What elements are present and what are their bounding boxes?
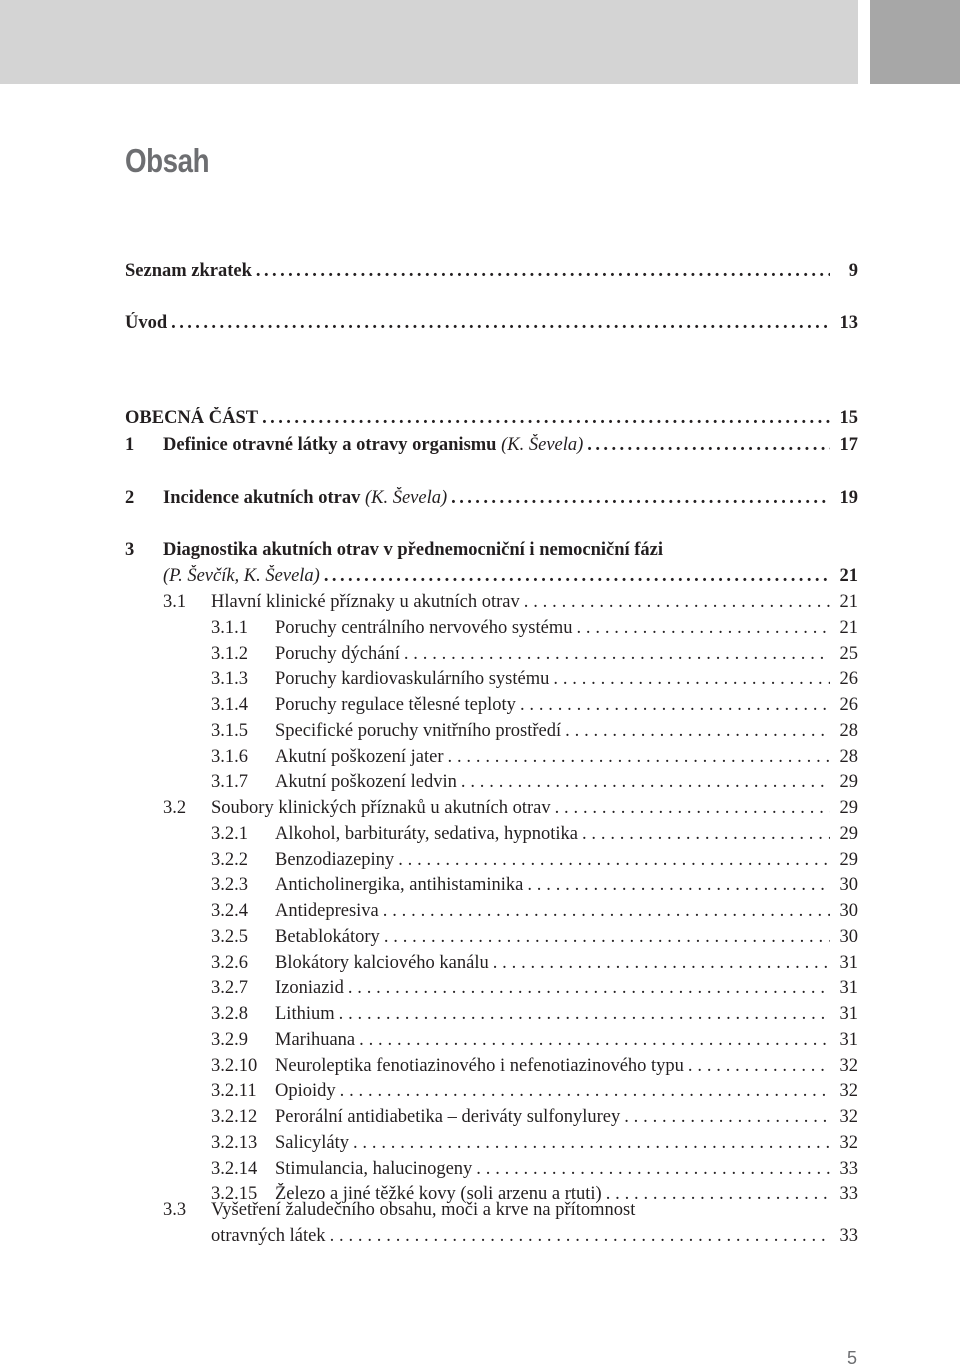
toc-chapter[interactable] [125, 487, 858, 509]
toc-entry-label: Úvod [125, 313, 168, 333]
toc-entry-number: 3.2.10 [211, 1056, 258, 1076]
toc-subsection[interactable] [211, 849, 858, 871]
toc-subsection[interactable] [211, 1106, 858, 1128]
toc-entry-label: Benzodiazepiny [275, 850, 395, 870]
toc-subsection[interactable] [211, 668, 858, 690]
toc-entry-page: 26 [839, 669, 858, 689]
toc-entry-label: Železo a jiné těžké kovy (soli arzenu a rtuti) [275, 1184, 602, 1204]
toc-entry-page: 26 [839, 695, 858, 715]
toc-entry-label: Stimulancia, halucinogeny [275, 1159, 473, 1179]
toc-entry-label: Poruchy kardiovaskulárního systému [275, 669, 550, 689]
toc-entry-number: 3.2.6 [211, 953, 248, 973]
leader-dots [553, 668, 830, 690]
toc-entry-number: 3.2.3 [211, 875, 248, 895]
toc-entry-label: Blokátory kalciového kanálu [275, 953, 489, 973]
toc-section-part[interactable] [125, 407, 858, 429]
toc-section-continuation[interactable] [211, 1225, 858, 1247]
toc-entry-page: 30 [839, 901, 858, 921]
toc-entry-number: 3.1.2 [211, 644, 248, 664]
toc-entry-label: otravných látek [211, 1226, 326, 1246]
toc-entry-page: 29 [839, 824, 858, 844]
toc-entry-author: (K. Ševela) [364, 488, 448, 508]
toc-entry-label: Akutní poškození jater [275, 747, 444, 767]
leader-dots [576, 617, 830, 639]
toc-subsection[interactable] [211, 1080, 858, 1102]
leader-dots [171, 312, 830, 334]
toc-entry[interactable] [125, 312, 858, 334]
toc-entry-page: 31 [839, 978, 858, 998]
toc-subsection[interactable] [211, 900, 858, 922]
toc-section[interactable] [163, 591, 858, 613]
toc-subsection[interactable] [211, 952, 858, 974]
leader-dots [398, 849, 830, 871]
toc-entry-number: 3.1.3 [211, 669, 248, 689]
leader-dots [404, 643, 830, 665]
toc-chapter[interactable] [125, 434, 858, 456]
toc-entry-number: 3.1.1 [211, 618, 248, 638]
toc-chapter-continuation[interactable] [163, 565, 858, 587]
toc-entry-label: Definice otravné látky a otravy organismu (K. Ševela) [163, 435, 584, 455]
toc-entry-number: 3.2.1 [211, 824, 248, 844]
toc-entry-number: 3.2 [163, 798, 187, 818]
toc-subsection[interactable] [211, 1158, 858, 1180]
toc-entry-label: Alkohol, barbituráty, sedativa, hypnotika [275, 824, 578, 844]
toc-entry-page: 29 [839, 772, 858, 792]
toc-subsection[interactable] [211, 1029, 858, 1051]
leader-dots [340, 1080, 830, 1102]
toc-entry-page: 32 [839, 1056, 858, 1076]
toc-chapter-label[interactable]: Diagnostika akutních otrav v přednemocniční i nemocniční fázi [163, 540, 664, 560]
toc-entry-page: 21 [839, 618, 858, 638]
leader-dots [448, 746, 830, 768]
leader-dots [330, 1225, 830, 1247]
toc-entry-number: 3.1.4 [211, 695, 248, 715]
toc-entry-number: 2 [125, 488, 135, 508]
toc-entry-page: 19 [839, 488, 858, 508]
toc-entry-label: Opioidy [275, 1081, 336, 1101]
toc-entry-page: 25 [839, 644, 858, 664]
leader-dots [624, 1106, 830, 1128]
leader-dots [582, 823, 830, 845]
leader-dots [383, 900, 830, 922]
leader-dots [606, 1183, 830, 1205]
toc-entry-number: 3.2.11 [211, 1081, 257, 1101]
toc-entry-label: Soubory klinických příznaků u akutních otrav [211, 798, 551, 818]
toc-entry-number: 3.2.5 [211, 927, 248, 947]
leader-dots [555, 797, 830, 819]
toc-entry-number: 3.1.5 [211, 721, 248, 741]
toc-entry-label: Hlavní klinické příznaky u akutních otrav [211, 592, 520, 612]
toc-entry-page: 32 [839, 1107, 858, 1127]
toc-entry-page: 31 [839, 1004, 858, 1024]
leader-dots [587, 434, 830, 456]
page-number: 5 [846, 1348, 857, 1368]
toc-subsection[interactable] [211, 1132, 858, 1154]
toc-subsection[interactable] [211, 720, 858, 742]
leader-dots [353, 1132, 830, 1154]
toc-subsection[interactable] [211, 1003, 858, 1025]
toc-entry-number: 3.2.9 [211, 1030, 248, 1050]
leader-dots [451, 487, 830, 509]
toc-entry-label: Incidence akutních otrav (K. Ševela) [163, 488, 448, 508]
toc-entry-number: 3.2.2 [211, 850, 248, 870]
toc-section[interactable] [163, 797, 858, 819]
toc-entry-page: 30 [839, 927, 858, 947]
toc-section-label[interactable]: Vyšetření žaludečního obsahu, moči a krve na přítomnost [211, 1200, 636, 1220]
toc-subsection[interactable] [211, 977, 858, 999]
toc-entry-label: Neuroleptika fenotiazinového i nefenotiazinového typu [275, 1056, 684, 1076]
toc-entry-label: Seznam zkratek [125, 261, 252, 281]
toc-entry-page: 33 [839, 1226, 858, 1246]
toc-subsection[interactable] [211, 771, 858, 793]
toc-entry-page: 21 [839, 592, 858, 612]
toc-entry-label: Anticholinergika, antihistaminika [275, 875, 524, 895]
toc-subsection[interactable] [211, 617, 858, 639]
toc-entry-page: 32 [839, 1133, 858, 1153]
toc-section-number: 3.3 [163, 1200, 187, 1220]
toc-chapter-number: 3 [125, 540, 135, 560]
toc-entry-page: 17 [839, 435, 858, 455]
toc-entry-page: 33 [839, 1159, 858, 1179]
toc-entry-label: Specifické poruchy vnitřního prostředí [275, 721, 562, 741]
toc-entry-page: 13 [839, 313, 858, 333]
toc-entry-author: (P. Ševčík, K. Ševela) [163, 566, 320, 586]
toc-subsection[interactable] [211, 874, 858, 896]
toc-subsection[interactable] [211, 823, 858, 845]
toc-entry-page: 30 [839, 875, 858, 895]
toc-entry-label: Marihuana [275, 1030, 356, 1050]
leader-dots [256, 260, 830, 282]
toc-entry-page: 31 [839, 953, 858, 973]
leader-dots [524, 591, 830, 613]
toc-subsection[interactable] [211, 746, 858, 768]
toc-subsection[interactable] [211, 1055, 858, 1077]
toc-entry-label: OBECNÁ ČÁST [125, 408, 259, 428]
leader-dots [461, 771, 830, 793]
toc-subsection[interactable] [211, 694, 858, 716]
toc-entry-number: 3.2.14 [211, 1159, 258, 1179]
toc-entry-label: Perorální antidiabetika – deriváty sulfonylurey [275, 1107, 621, 1127]
leader-dots [384, 926, 830, 948]
toc-entry-number: 3.2.8 [211, 1004, 248, 1024]
toc-entry-label: Poruchy centrálního nervového systému [275, 618, 573, 638]
toc-entry-label: Poruchy dýchání [275, 644, 400, 664]
leader-dots [565, 720, 830, 742]
toc-entry-number: 3.2.4 [211, 901, 248, 921]
toc-entry-label: Lithium [275, 1004, 335, 1024]
toc-entry-label: Akutní poškození ledvin [275, 772, 457, 792]
toc-entry-page: 21 [839, 566, 858, 586]
toc-entry-number: 3.2.7 [211, 978, 248, 998]
toc-entry-page: 28 [839, 747, 858, 767]
toc-entry-label: Antidepresiva [275, 901, 379, 921]
toc-entry-number: 3.2.13 [211, 1133, 258, 1153]
toc-entry-label: Poruchy regulace tělesné teploty [275, 695, 516, 715]
toc-entry-label: Betablokátory [275, 927, 380, 947]
toc-entry-label: Izoniazid [275, 978, 344, 998]
leader-dots [262, 407, 830, 429]
toc-entry-page: 9 [848, 261, 858, 281]
toc-entry[interactable] [125, 260, 858, 282]
leader-dots [348, 977, 830, 999]
toc-entry-page: 33 [839, 1184, 858, 1204]
toc-entry-number: 3.1.7 [211, 772, 248, 792]
leader-dots [527, 874, 830, 896]
leader-dots [520, 694, 830, 716]
toc-entry-number: 1 [125, 435, 135, 455]
page-title: Obsah [125, 142, 210, 179]
leader-dots [476, 1158, 830, 1180]
toc-entry-page: 29 [839, 850, 858, 870]
toc-subsection[interactable] [211, 926, 858, 948]
toc-entry-page: 28 [839, 721, 858, 741]
toc-entry-page: 31 [839, 1030, 858, 1050]
toc-entry-page: 15 [839, 408, 858, 428]
toc-subsection[interactable] [211, 643, 858, 665]
toc-entry-page: 29 [839, 798, 858, 818]
toc-entry-label: Salicyláty [275, 1133, 349, 1153]
toc-entry-number: 3.2.15 [211, 1184, 258, 1204]
toc-entry-number: 3.2.12 [211, 1107, 258, 1127]
leader-dots [324, 565, 830, 587]
leader-dots [688, 1055, 830, 1077]
toc-entry-author: (K. Ševela) [501, 435, 584, 455]
leader-dots [493, 952, 830, 974]
leader-dots [359, 1029, 830, 1051]
toc-entry-number: 3.1.6 [211, 747, 248, 767]
toc-entry-number: 3.1 [163, 592, 187, 612]
leader-dots [339, 1003, 830, 1025]
toc-entry-page: 32 [839, 1081, 858, 1101]
